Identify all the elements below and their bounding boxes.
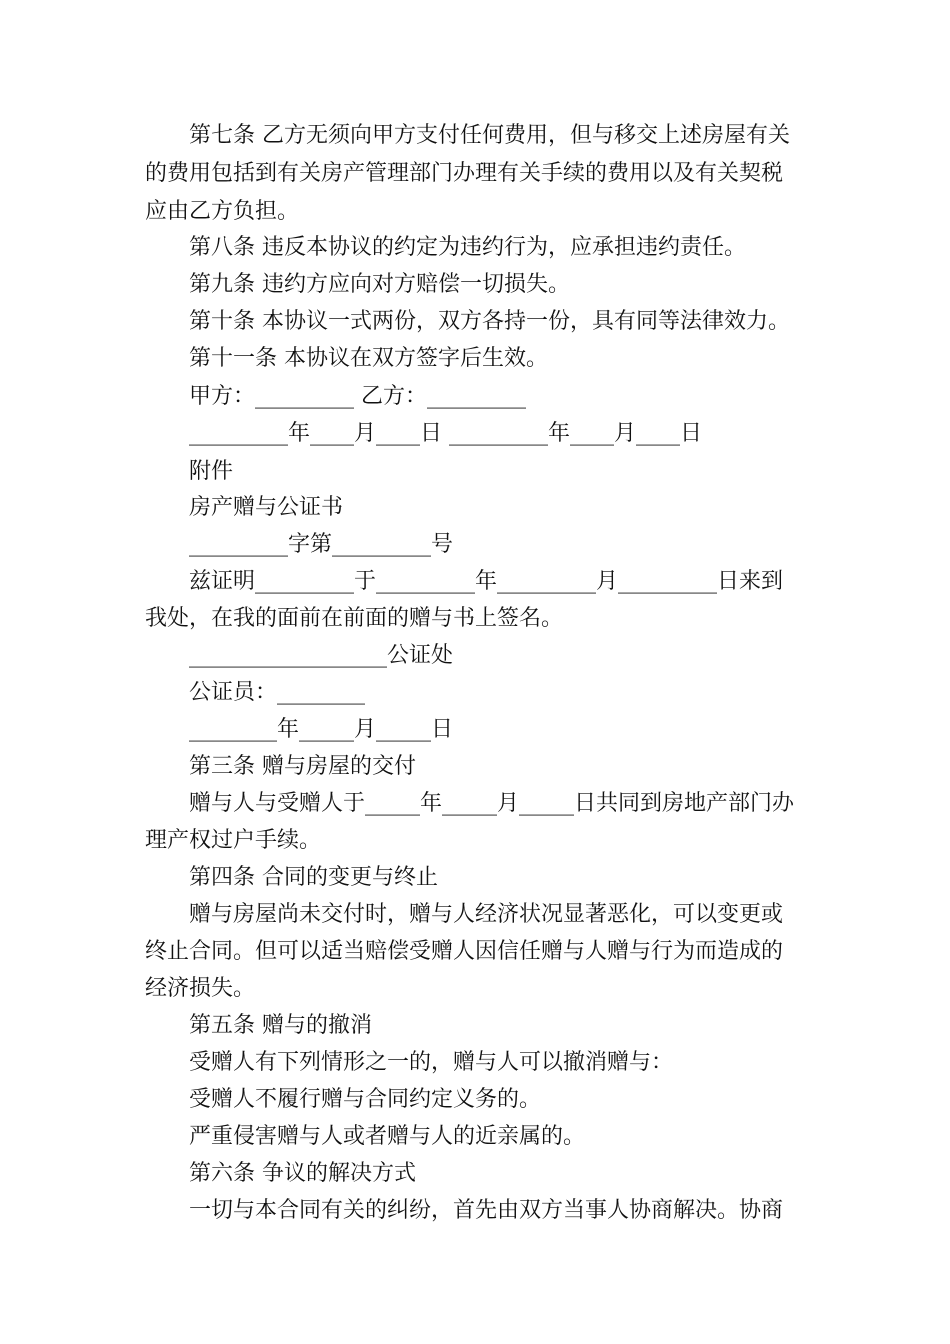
article-3-line-1: 赠与人与受赠人于_____年_____月_____日共同到房地产部门办: [189, 791, 795, 816]
notary-officer-line: 公证员：________: [189, 680, 366, 705]
article-11: 第十一条 本协议在双方签字后生效。: [189, 346, 548, 371]
notary-office-line: __________________公证处: [189, 643, 454, 668]
certify-line-1: 兹证明_________于_________年_________月_________日来到: [189, 569, 784, 594]
certificate-number-line: _________字第_________号: [189, 532, 454, 557]
certify-line-2: 我处，在我的面前在前面的赠与书上签名。: [145, 606, 564, 631]
signature-parties-line: 甲方：_________ 乙方：_________: [189, 384, 526, 409]
article-7-line-2: 的费用包括到有关房产管理部门办理有关手续的费用以及有关契税: [145, 161, 784, 186]
article-3-line-2: 理产权过户手续。: [145, 828, 322, 853]
article-7-line-1: 第七条 乙方无须向甲方支付任何费用，但与移交上述房屋有关: [189, 123, 790, 148]
article-5-item-1: 受赠人不履行赠与合同约定义务的。: [189, 1087, 542, 1112]
article-6-line-1: 一切与本合同有关的纠纷，首先由双方当事人协商解决。协商: [189, 1198, 784, 1223]
notary-date-line: ________年_____月_____日: [189, 717, 454, 742]
article-4-line-2: 终止合同。但可以适当赔偿受赠人因信任赠与人赠与行为而造成的: [145, 939, 784, 964]
article-10: 第十条 本协议一式两份，双方各持一份，具有同等法律效力。: [189, 309, 790, 334]
attachment-heading: 附件: [189, 459, 234, 484]
signature-dates-line: _________年____月____日 _________年____月____日: [189, 421, 702, 446]
article-5-heading: 第五条 赠与的撤消: [189, 1013, 372, 1038]
article-7-line-3: 应由乙方负担。: [145, 199, 300, 224]
article-8: 第八条 违反本协议的约定为违约行为，应承担违约责任。: [189, 235, 746, 260]
article-4-line-3: 经济损失。: [145, 976, 256, 1001]
article-5-item-2: 严重侵害赠与人或者赠与人的近亲属的。: [189, 1124, 586, 1149]
article-3-heading: 第三条 赠与房屋的交付: [189, 754, 416, 779]
article-6-heading: 第六条 争议的解决方式: [189, 1161, 416, 1186]
article-4-line-1: 赠与房屋尚未交付时，赠与人经济状况显著恶化，可以变更或: [189, 902, 784, 927]
article-5-line-1: 受赠人有下列情形之一的，赠与人可以撤消赠与：: [189, 1050, 674, 1075]
article-4-heading: 第四条 合同的变更与终止: [189, 865, 438, 890]
notary-certificate-title: 房产赠与公证书: [189, 495, 344, 520]
article-9: 第九条 违约方应向对方赔偿一切损失。: [189, 272, 570, 297]
